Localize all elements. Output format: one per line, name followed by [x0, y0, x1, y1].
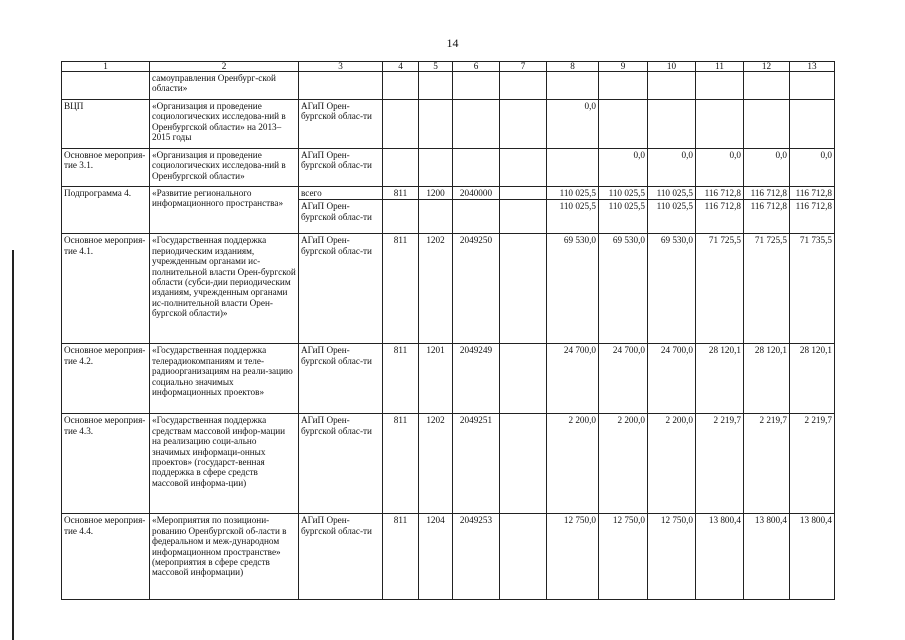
csr-cell [453, 72, 500, 100]
grbs-cell [383, 200, 419, 234]
value-cell: 2 219,7 [790, 414, 835, 514]
page-number: 14 [446, 36, 459, 50]
column-header: 1 [62, 62, 150, 72]
rzpr-cell: 1201 [419, 344, 453, 414]
value-cell: 13 800,4 [744, 514, 790, 600]
value-cell [790, 72, 835, 100]
executor-cell: АГиП Орен-бургской облас-ти [299, 414, 383, 514]
value-cell: 28 120,1 [744, 344, 790, 414]
value-cell: 2 200,0 [648, 414, 696, 514]
value-cell: 116 712,8 [744, 200, 790, 234]
row-type-cell: Основное мероприя-тие 4.4. [62, 514, 150, 600]
rzpr-cell [419, 72, 453, 100]
column-number-row [62, 62, 835, 72]
executor-cell: АГиП Орен-бургской облас-ти [299, 149, 383, 187]
value-cell: 12 750,0 [547, 514, 599, 600]
value-cell: 71 725,5 [744, 234, 790, 344]
vr-cell [500, 414, 547, 514]
grbs-cell [383, 100, 419, 149]
row-type-cell: ВЦП [62, 100, 150, 149]
row-type-cell: Основное мероприя-тие 4.3. [62, 414, 150, 514]
row-title-cell: «Организация и проведение социологических исследова-ний в Оренбургской области» [150, 149, 299, 187]
vr-cell [500, 344, 547, 414]
value-cell: 0,0 [648, 149, 696, 187]
value-cell: 110 025,5 [648, 200, 696, 234]
csr-cell [453, 200, 500, 234]
rzpr-cell: 1204 [419, 514, 453, 600]
row-title-cell: «Развитие регионального информационного пространства» [150, 187, 299, 234]
column-header: 4 [383, 62, 419, 72]
column-header: 9 [599, 62, 648, 72]
value-cell: 71 735,5 [790, 234, 835, 344]
table-row [62, 414, 835, 514]
value-cell [648, 100, 696, 149]
value-cell: 24 700,0 [648, 344, 696, 414]
grbs-cell [383, 149, 419, 187]
value-cell: 12 750,0 [599, 514, 648, 600]
column-header: 2 [150, 62, 299, 72]
row-title-cell: «Государственная поддержка телерадиокомпаниям и теле-радиоорганизациям на реали-зацию социально значимых информационных проектов» [150, 344, 299, 414]
value-cell: 28 120,1 [696, 344, 744, 414]
value-cell: 110 025,5 [547, 200, 599, 234]
value-cell [648, 72, 696, 100]
rzpr-cell [419, 200, 453, 234]
row-type-cell: Основное мероприя-тие 4.2. [62, 344, 150, 414]
value-cell: 116 712,8 [696, 200, 744, 234]
value-cell: 2 219,7 [696, 414, 744, 514]
table-row [62, 72, 835, 100]
value-cell [744, 72, 790, 100]
value-cell: 13 800,4 [790, 514, 835, 600]
value-cell: 12 750,0 [648, 514, 696, 600]
value-cell: 110 025,5 [648, 187, 696, 200]
row-title-cell: «Организация и проведение социологических исследова-ний в Оренбургской области» на 2013–2015 годы [150, 100, 299, 149]
table-row [62, 514, 835, 600]
csr-cell: 2049249 [453, 344, 500, 414]
value-cell [547, 72, 599, 100]
value-cell: 0,0 [547, 100, 599, 149]
value-cell [547, 149, 599, 187]
value-cell: 0,0 [599, 149, 648, 187]
value-cell: 0,0 [790, 149, 835, 187]
executor-cell [299, 72, 383, 100]
table-row [62, 344, 835, 414]
value-cell: 71 725,5 [696, 234, 744, 344]
row-title-cell: «Государственная поддержка средствам массовой инфор-мации на реализацию соци-ально значимых информаци-онных проектов» (государст-венная поддержка в сфере средств массовой информа-ции) [150, 414, 299, 514]
value-cell: 69 530,0 [599, 234, 648, 344]
grbs-cell: 811 [383, 414, 419, 514]
value-cell: 116 712,8 [790, 187, 835, 200]
page-left-edge [12, 250, 14, 640]
column-header: 5 [419, 62, 453, 72]
column-header: 11 [696, 62, 744, 72]
rzpr-cell: 1200 [419, 187, 453, 200]
value-cell [790, 100, 835, 149]
executor-cell: всего [299, 187, 383, 200]
vr-cell [500, 187, 547, 200]
vr-cell [500, 514, 547, 600]
column-header: 6 [453, 62, 500, 72]
row-title-cell: самоуправления Оренбург-ской области» [150, 72, 299, 100]
value-cell: 116 712,8 [744, 187, 790, 200]
grbs-cell: 811 [383, 344, 419, 414]
row-type-cell: Основное мероприя-тие 4.1. [62, 234, 150, 344]
table-row [62, 187, 835, 200]
vr-cell [500, 200, 547, 234]
value-cell: 0,0 [696, 149, 744, 187]
table-row [62, 100, 835, 149]
column-header: 12 [744, 62, 790, 72]
vr-cell [500, 72, 547, 100]
value-cell: 0,0 [744, 149, 790, 187]
value-cell: 116 712,8 [696, 187, 744, 200]
row-title-cell: «Государственная поддержка периодическим изданиям, учрежденным органами ис-полнительной власти Орен-бургской области (субси-дии периодическим изданиям, учрежденным органами ис-полнительной власти Орен-бургской области)» [150, 234, 299, 344]
value-cell: 69 530,0 [648, 234, 696, 344]
value-cell [599, 100, 648, 149]
value-cell: 110 025,5 [599, 200, 648, 234]
executor-cell: АГиП Орен-бургской облас-ти [299, 514, 383, 600]
csr-cell: 2049251 [453, 414, 500, 514]
csr-cell [453, 100, 500, 149]
csr-cell: 2049250 [453, 234, 500, 344]
csr-cell [453, 149, 500, 187]
value-cell [744, 100, 790, 149]
value-cell [696, 100, 744, 149]
value-cell: 28 120,1 [790, 344, 835, 414]
executor-cell: АГиП Орен-бургской облас-ти [299, 200, 383, 234]
column-header: 3 [299, 62, 383, 72]
vr-cell [500, 234, 547, 344]
value-cell: 110 025,5 [547, 187, 599, 200]
rzpr-cell: 1202 [419, 414, 453, 514]
table-row [62, 149, 835, 187]
column-header: 13 [790, 62, 835, 72]
value-cell: 24 700,0 [547, 344, 599, 414]
row-type-cell: Подпрограмма 4. [62, 187, 150, 234]
vr-cell [500, 100, 547, 149]
rzpr-cell [419, 100, 453, 149]
grbs-cell [383, 72, 419, 100]
value-cell: 69 530,0 [547, 234, 599, 344]
column-header: 7 [500, 62, 547, 72]
value-cell: 13 800,4 [696, 514, 744, 600]
executor-cell: АГиП Орен-бургской облас-ти [299, 234, 383, 344]
executor-cell: АГиП Орен-бургской облас-ти [299, 344, 383, 414]
executor-cell: АГиП Орен-бургской облас-ти [299, 100, 383, 149]
row-type-cell: Основное мероприя-тие 3.1. [62, 149, 150, 187]
rzpr-cell: 1202 [419, 234, 453, 344]
value-cell: 116 712,8 [790, 200, 835, 234]
budget-table [61, 61, 835, 600]
table-row [62, 234, 835, 344]
value-cell: 2 219,7 [744, 414, 790, 514]
value-cell: 2 200,0 [599, 414, 648, 514]
value-cell [599, 72, 648, 100]
value-cell [696, 72, 744, 100]
column-header: 10 [648, 62, 696, 72]
rzpr-cell [419, 149, 453, 187]
value-cell: 110 025,5 [599, 187, 648, 200]
value-cell: 24 700,0 [599, 344, 648, 414]
row-type-cell [62, 72, 150, 100]
vr-cell [500, 149, 547, 187]
grbs-cell: 811 [383, 514, 419, 600]
row-title-cell: «Мероприятия по позициони-рованию Оренбургской об-ласти в федеральном и меж-дународном информационном пространстве» (мероприятия в сфере средств массовой информации) [150, 514, 299, 600]
grbs-cell: 811 [383, 187, 419, 200]
value-cell: 2 200,0 [547, 414, 599, 514]
column-header: 8 [547, 62, 599, 72]
csr-cell: 2049253 [453, 514, 500, 600]
grbs-cell: 811 [383, 234, 419, 344]
csr-cell: 2040000 [453, 187, 500, 200]
